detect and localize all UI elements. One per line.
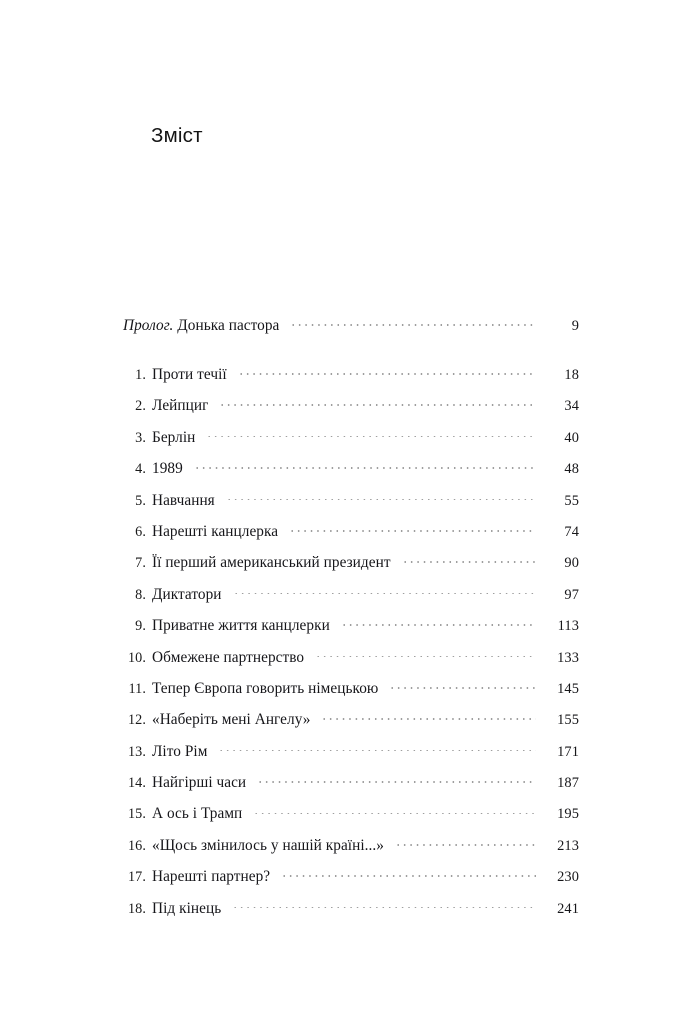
- toc-entry-title: 1989: [152, 460, 183, 478]
- dot-leader: [233, 583, 536, 599]
- toc-entry-5[interactable]: [0, 489, 697, 520]
- table-of-contents: [0, 314, 697, 928]
- toc-entry-17[interactable]: [0, 865, 697, 896]
- toc-entry-title: Під кінець: [152, 899, 222, 917]
- page-title: Зміст: [151, 123, 203, 147]
- toc-entry-11[interactable]: [0, 677, 697, 708]
- toc-entry-title: Нарешті канцлерка: [152, 522, 279, 540]
- dot-leader: [194, 457, 536, 473]
- toc-entry-title: «Щось змінилось у нашій країні...»: [152, 836, 384, 854]
- toc-entry-title: Навчання: [152, 491, 215, 509]
- toc-entry-page-number: 18: [564, 367, 579, 383]
- toc-entry-page-number: 133: [557, 649, 579, 666]
- toc-prologue-label: [123, 317, 279, 335]
- toc-entry-12[interactable]: [0, 708, 697, 739]
- toc-entry-title: Лейпциг: [152, 397, 209, 415]
- toc-entry-number: 13.: [127, 743, 146, 760]
- toc-entry-page-number: 113: [557, 618, 579, 635]
- toc-entry-page-number: 34: [564, 398, 579, 415]
- toc-entry-number: 7.: [135, 555, 146, 572]
- toc-prologue-row[interactable]: [0, 314, 697, 345]
- dot-leader: [238, 363, 536, 379]
- dot-leader: [232, 897, 536, 913]
- toc-entry-3[interactable]: [0, 426, 697, 457]
- toc-entry-number: 14.: [127, 775, 146, 792]
- toc-entry-page-number: 90: [564, 555, 579, 572]
- toc-prologue-page-number: 9: [571, 318, 579, 334]
- toc-entry-page-number: 40: [564, 429, 579, 446]
- toc-entry-8[interactable]: [0, 583, 697, 614]
- toc-entry-number: 16.: [127, 837, 146, 854]
- toc-entry-number: 8.: [135, 586, 146, 603]
- toc-entry-page-number: 187: [557, 775, 579, 792]
- toc-entry-page-number: 241: [557, 900, 579, 917]
- toc-entry-page-number: 48: [564, 461, 579, 478]
- toc-entry-10[interactable]: [0, 646, 697, 677]
- toc-entry-title: Диктатори: [152, 585, 222, 603]
- toc-entry-title: Її перший американський президент: [152, 554, 391, 572]
- dot-leader: [395, 834, 536, 850]
- toc-entry-9[interactable]: [0, 614, 697, 645]
- dot-leader: [341, 614, 536, 630]
- toc-entry-number: 2.: [135, 398, 146, 415]
- toc-entry-14[interactable]: [0, 771, 697, 802]
- toc-entry-title: Приватне життя канцлерки: [152, 617, 330, 635]
- toc-entry-title: Найгірші часи: [152, 774, 247, 792]
- dot-leader: [253, 802, 536, 818]
- dot-leader: [315, 646, 536, 662]
- toc-entry-number: 10.: [127, 649, 146, 666]
- toc-entry-title: Обмежене партнерство: [152, 648, 305, 666]
- toc-entry-18[interactable]: [0, 897, 697, 928]
- toc-entry-title: А ось і Трамп: [152, 805, 243, 823]
- toc-entry-4[interactable]: [0, 457, 697, 488]
- dot-leader: [219, 394, 536, 410]
- toc-entry-number: 4.: [135, 461, 146, 478]
- toc-entry-page-number: 155: [557, 712, 579, 729]
- toc-prologue-label-italic: Пролог.: [123, 317, 174, 334]
- toc-entry-page-number: 230: [557, 869, 579, 886]
- toc-entry-title: Проти течії: [152, 366, 227, 383]
- toc-entry-page-number: 145: [557, 680, 579, 697]
- toc-prologue-label-rest: Донька пастора: [173, 317, 280, 334]
- toc-entry-number: 6.: [135, 523, 146, 540]
- dot-leader: [257, 771, 536, 787]
- dot-leader: [290, 314, 536, 330]
- toc-entry-page-number: 195: [557, 806, 579, 823]
- dot-leader: [218, 740, 536, 756]
- toc-entry-13[interactable]: [0, 740, 697, 771]
- dot-leader: [389, 677, 536, 693]
- toc-entry-number: 15.: [127, 806, 146, 823]
- toc-entry-number: 17.: [127, 869, 146, 886]
- toc-entry-1[interactable]: [0, 363, 697, 394]
- toc-entry-15[interactable]: [0, 802, 697, 833]
- toc-entry-6[interactable]: [0, 520, 697, 551]
- toc-entry-page-number: 74: [564, 523, 579, 540]
- toc-entry-page-number: 55: [564, 492, 579, 509]
- toc-entry-title: «Наберіть мені Ангелу»: [152, 711, 311, 729]
- toc-entry-number: 5.: [135, 492, 146, 509]
- toc-entry-number: 9.: [135, 618, 146, 635]
- dot-leader: [226, 489, 536, 505]
- toc-entry-number: 18.: [127, 900, 146, 917]
- dot-leader: [321, 708, 536, 724]
- toc-entry-number: 3.: [135, 429, 146, 446]
- toc-entry-number: 12.: [127, 712, 146, 729]
- toc-entry-7[interactable]: [0, 551, 697, 582]
- dot-leader: [402, 551, 536, 567]
- toc-entry-2[interactable]: [0, 394, 697, 425]
- toc-entry-title: Тепер Європа говорить німецькою: [152, 679, 379, 697]
- toc-entry-page-number: 97: [564, 586, 579, 603]
- toc-entry-title: Нарешті партнер?: [152, 868, 271, 886]
- toc-entry-number: 1.: [135, 367, 146, 383]
- toc-entry-page-number: 213: [557, 837, 579, 854]
- toc-entry-title: Літо Рім: [152, 742, 208, 760]
- dot-leader: [281, 865, 536, 881]
- dot-leader: [206, 426, 536, 442]
- toc-entry-page-number: 171: [557, 743, 579, 760]
- dot-leader: [289, 520, 536, 536]
- toc-entry-16[interactable]: [0, 834, 697, 865]
- toc-entry-title: Берлін: [152, 428, 196, 446]
- toc-entry-number: 11.: [128, 680, 146, 697]
